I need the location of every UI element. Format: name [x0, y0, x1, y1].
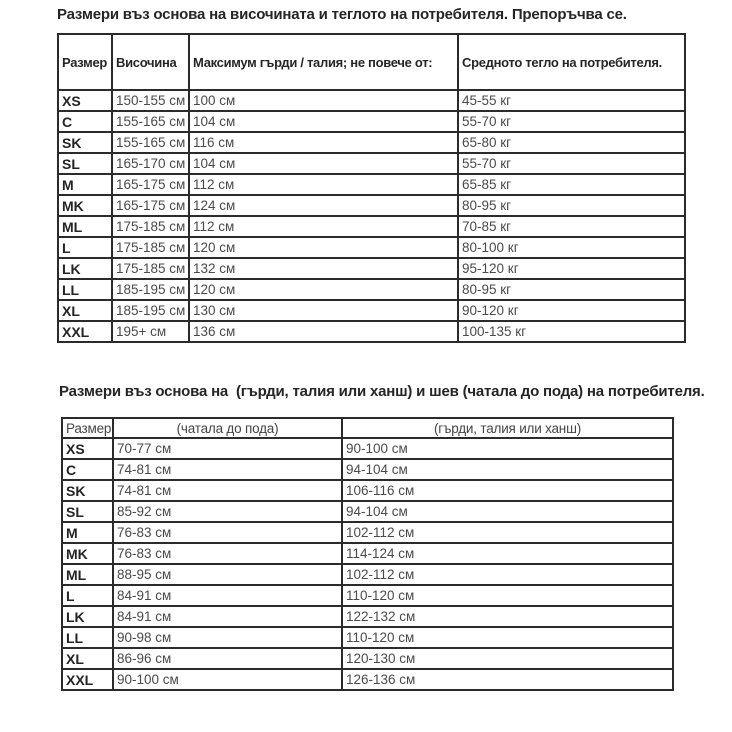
- value-cell: 90-120 кг: [458, 300, 685, 321]
- column-header: Максимум гърди / талия; не повече от:: [189, 34, 458, 90]
- value-cell: 76-83 см: [113, 543, 342, 564]
- value-cell: 70-85 кг: [458, 216, 685, 237]
- value-cell: 90-100 см: [342, 438, 673, 459]
- value-cell: 195+ см: [112, 321, 189, 342]
- table-row: [58, 174, 685, 195]
- table-body: [58, 90, 685, 342]
- value-cell: 136 см: [189, 321, 458, 342]
- table-row: [58, 195, 685, 216]
- table-row: [58, 111, 685, 132]
- size-cell: XL: [62, 648, 113, 669]
- value-cell: 132 см: [189, 258, 458, 279]
- value-cell: 165-175 см: [112, 195, 189, 216]
- value-cell: 112 см: [189, 216, 458, 237]
- section2-title: Размери въз основа на (гърди, талия или ханш) и шев (чатала до пода) на потребителя.: [59, 383, 705, 400]
- size-cell: C: [58, 111, 112, 132]
- value-cell: 100 см: [189, 90, 458, 111]
- table-row: [62, 522, 673, 543]
- value-cell: 175-185 см: [112, 258, 189, 279]
- value-cell: 185-195 см: [112, 300, 189, 321]
- table-row: [62, 648, 673, 669]
- value-cell: 104 см: [189, 153, 458, 174]
- size-cell: LK: [58, 258, 112, 279]
- value-cell: 80-95 кг: [458, 195, 685, 216]
- column-header: (чатала до пода): [113, 418, 342, 438]
- table-row: [58, 279, 685, 300]
- value-cell: 120-130 см: [342, 648, 673, 669]
- value-cell: 90-98 см: [113, 627, 342, 648]
- value-cell: 80-95 кг: [458, 279, 685, 300]
- value-cell: 102-112 см: [342, 522, 673, 543]
- value-cell: 74-81 см: [113, 459, 342, 480]
- size-cell: XXL: [58, 321, 112, 342]
- value-cell: 45-55 кг: [458, 90, 685, 111]
- size-cell: L: [62, 585, 113, 606]
- size-cell: SL: [62, 501, 113, 522]
- value-cell: 102-112 см: [342, 564, 673, 585]
- value-cell: 74-81 см: [113, 480, 342, 501]
- size-cell: MK: [58, 195, 112, 216]
- value-cell: 84-91 см: [113, 606, 342, 627]
- table-row: [62, 543, 673, 564]
- value-cell: 112 см: [189, 174, 458, 195]
- value-cell: 94-104 см: [342, 501, 673, 522]
- value-cell: 150-155 см: [112, 90, 189, 111]
- column-header: Средното тегло на потребителя.: [458, 34, 685, 90]
- table-row: [62, 480, 673, 501]
- size-cell: M: [58, 174, 112, 195]
- size-cell: XS: [58, 90, 112, 111]
- value-cell: 120 см: [189, 237, 458, 258]
- value-cell: 95-120 кг: [458, 258, 685, 279]
- size-cell: XS: [62, 438, 113, 459]
- value-cell: 165-175 см: [112, 174, 189, 195]
- table-row: [62, 606, 673, 627]
- value-cell: 55-70 кг: [458, 111, 685, 132]
- value-cell: 55-70 кг: [458, 153, 685, 174]
- table-header: [62, 418, 673, 438]
- value-cell: 122-132 см: [342, 606, 673, 627]
- table-body: [62, 438, 673, 690]
- value-cell: 70-77 см: [113, 438, 342, 459]
- value-cell: 90-100 см: [113, 669, 342, 690]
- section1-title: Размери въз основа на височината и теглото на потребителя. Препоръчва се.: [57, 6, 627, 23]
- value-cell: 84-91 см: [113, 585, 342, 606]
- value-cell: 88-95 см: [113, 564, 342, 585]
- value-cell: 124 см: [189, 195, 458, 216]
- size-cell: L: [58, 237, 112, 258]
- value-cell: 116 см: [189, 132, 458, 153]
- size-cell: C: [62, 459, 113, 480]
- table-row: [58, 237, 685, 258]
- value-cell: 126-136 см: [342, 669, 673, 690]
- column-header: Размер: [58, 34, 112, 90]
- table-row: [62, 501, 673, 522]
- table-row: [62, 585, 673, 606]
- value-cell: 86-96 см: [113, 648, 342, 669]
- value-cell: 175-185 см: [112, 237, 189, 258]
- value-cell: 76-83 см: [113, 522, 342, 543]
- size-cell: SK: [62, 480, 113, 501]
- table-row: [62, 627, 673, 648]
- size-cell: LK: [62, 606, 113, 627]
- value-cell: 185-195 см: [112, 279, 189, 300]
- value-cell: 155-165 см: [112, 132, 189, 153]
- value-cell: 155-165 см: [112, 111, 189, 132]
- table-row: [62, 438, 673, 459]
- size-cell: LL: [58, 279, 112, 300]
- size-cell: M: [62, 522, 113, 543]
- table-row: [58, 90, 685, 111]
- size-cell: ML: [58, 216, 112, 237]
- table-row: [62, 564, 673, 585]
- value-cell: 110-120 см: [342, 585, 673, 606]
- table-row: [58, 132, 685, 153]
- value-cell: 130 см: [189, 300, 458, 321]
- table-row: [58, 258, 685, 279]
- table-header: [58, 34, 685, 90]
- value-cell: 110-120 см: [342, 627, 673, 648]
- value-cell: 106-116 см: [342, 480, 673, 501]
- size-cell: ML: [62, 564, 113, 585]
- column-header: Размер: [62, 418, 113, 438]
- size-cell: SK: [58, 132, 112, 153]
- value-cell: 65-80 кг: [458, 132, 685, 153]
- column-header: Височина: [112, 34, 189, 90]
- value-cell: 165-170 см: [112, 153, 189, 174]
- table-row: [62, 459, 673, 480]
- size-cell: LL: [62, 627, 113, 648]
- size-cell: XXL: [62, 669, 113, 690]
- value-cell: 120 см: [189, 279, 458, 300]
- table-row: [58, 216, 685, 237]
- value-cell: 94-104 см: [342, 459, 673, 480]
- table-row: [58, 153, 685, 174]
- column-header: (гърди, талия или ханш): [342, 418, 673, 438]
- table-row: [58, 300, 685, 321]
- value-cell: 80-100 кг: [458, 237, 685, 258]
- value-cell: 175-185 см: [112, 216, 189, 237]
- value-cell: 85-92 см: [113, 501, 342, 522]
- size-cell: XL: [58, 300, 112, 321]
- value-cell: 100-135 кг: [458, 321, 685, 342]
- height-weight-size-table: [57, 33, 686, 343]
- table-row: [58, 321, 685, 342]
- girth-inseam-size-table: [61, 417, 674, 691]
- table-row: [62, 669, 673, 690]
- value-cell: 104 см: [189, 111, 458, 132]
- value-cell: 114-124 см: [342, 543, 673, 564]
- size-cell: SL: [58, 153, 112, 174]
- size-cell: MK: [62, 543, 113, 564]
- value-cell: 65-85 кг: [458, 174, 685, 195]
